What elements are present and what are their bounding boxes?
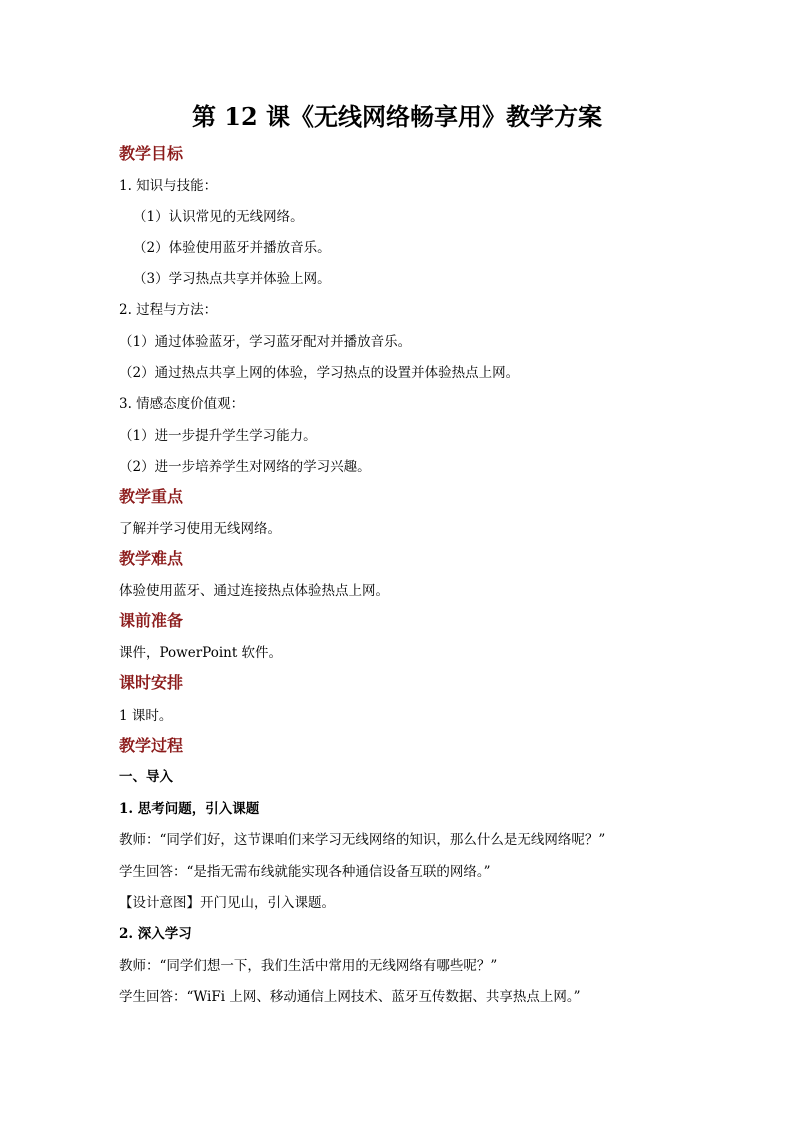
objective-item-1-2: （2）体验使用蓝牙并播放音乐。 [133,240,331,256]
page-title: 第 12 课《无线网络畅享用》教学方案 [191,102,603,131]
process-student-2: 学生回答：“WiFi 上网、移动通信上网技术、蓝牙互传数据、共享热点上网。” [119,989,581,1005]
objective-item-3: 3. 情感态度价值观： [119,396,245,412]
key-points-text: 了解并学习使用无线网络。 [119,521,281,537]
heading-key-points: 教学重点 [119,487,184,506]
difficulties-text: 体验使用蓝牙、通过连接热点体验热点上网。 [119,583,389,599]
process-part-1: 一、导入 [119,769,173,785]
heading-schedule: 课时安排 [119,673,184,692]
objective-item-2-1: （1）通过体验蓝牙，学习蓝牙配对并播放音乐。 [119,334,412,350]
schedule-text: 1 课时。 [119,708,173,724]
heading-preparation: 课前准备 [119,611,184,630]
objective-item-1-3: （3）学习热点共享并体验上网。 [133,271,331,287]
objective-item-3-2: （2）进一步培养学生对网络的学习兴趣。 [119,459,371,475]
process-teacher-1: 教师：“同学们好，这节课咱们来学习无线网络的知识，那么什么是无线网络呢？” [119,832,606,848]
process-step-1: 1. 思考问题，引入课题 [119,801,260,817]
heading-objectives: 教学目标 [119,144,184,163]
objective-item-1-1: （1）认识常见的无线网络。 [133,209,304,225]
heading-process: 教学过程 [119,736,184,755]
heading-difficulties: 教学难点 [119,549,184,568]
process-student-1: 学生回答：“是指无需布线就能实现各种通信设备互联的网络。” [119,864,491,880]
objective-item-1: 1. 知识与技能： [119,178,218,194]
preparation-text: 课件，PowerPoint 软件。 [119,645,283,661]
objective-item-3-1: （1）进一步提升学生学习能力。 [119,428,317,444]
process-teacher-2: 教师：“同学们想一下，我们生活中常用的无线网络有哪些呢？” [119,958,498,974]
objective-item-2: 2. 过程与方法： [119,302,218,318]
objective-item-2-2: （2）通过热点共享上网的体验，学习热点的设置并体验热点上网。 [119,365,520,381]
process-design-1: 【设计意图】开门见山，引入课题。 [119,895,335,911]
process-step-2: 2. 深入学习 [119,926,192,942]
